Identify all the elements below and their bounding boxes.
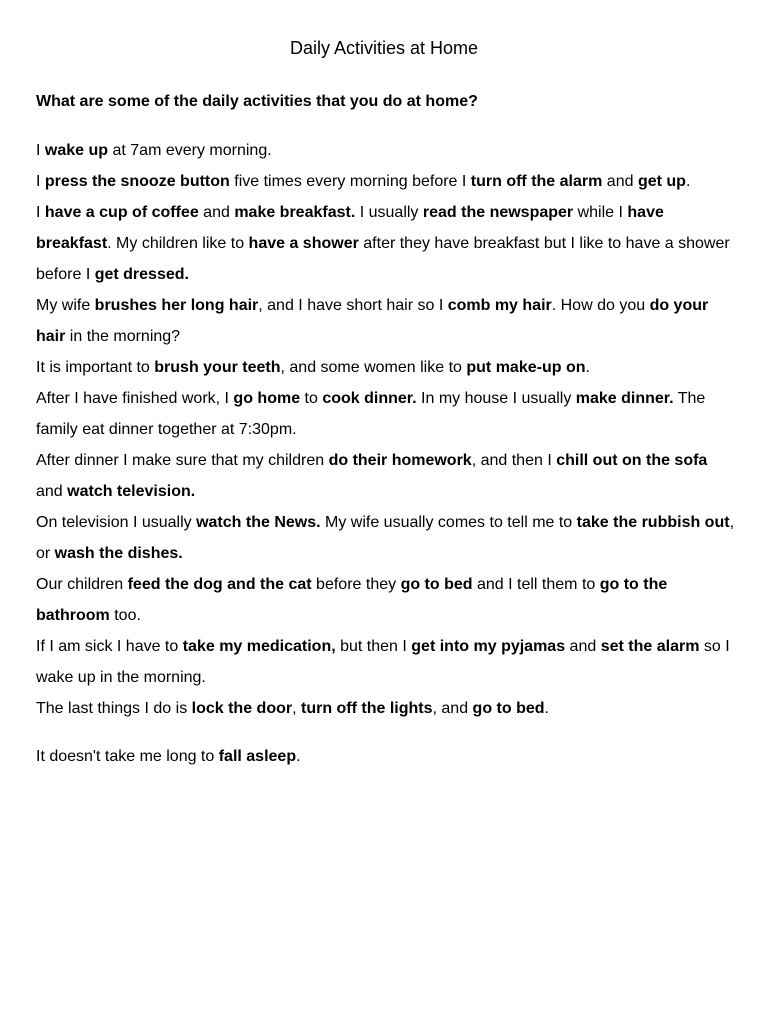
final-paragraph [36, 741, 736, 772]
text-run: while I [573, 204, 628, 221]
text-run: It doesn't take me long to [36, 748, 219, 765]
text-run: five times every morning before I [229, 173, 471, 190]
bold-phrase: cook dinner. [322, 390, 417, 407]
paragraph [36, 383, 736, 445]
bold-phrase: do your hair [36, 297, 709, 345]
bold-phrase: read the newspaper [422, 204, 574, 221]
text-run: In my house I usually [416, 390, 576, 407]
text-run: at 7am every morning. [108, 142, 272, 159]
bold-phrase: wash the dishes. [54, 545, 183, 562]
paragraph [36, 569, 736, 631]
text-run: After dinner I make sure that my children [36, 452, 329, 469]
text-run: The family eat dinner together at 7:30pm. [36, 390, 706, 438]
text-run: . How do you [551, 297, 650, 314]
paragraph [36, 135, 736, 166]
bold-phrase: fall asleep [218, 748, 297, 765]
text-run: The last things I do is [36, 700, 192, 717]
text-run: after they have breakfast but I like to have a shower before I [36, 235, 730, 283]
text-run: I [36, 173, 45, 190]
text-run: , [292, 700, 301, 717]
text-run: It is important to [36, 359, 155, 376]
text-run: and [198, 204, 235, 221]
bold-phrase: set the alarm [600, 638, 700, 655]
bold-phrase: get into my pyjamas [411, 638, 566, 655]
text-run: My wife [36, 297, 95, 314]
bold-phrase: go to the bathroom [36, 576, 668, 624]
bold-phrase: make dinner. [575, 390, 674, 407]
bold-phrase: do their homework [328, 452, 472, 469]
text-run: , and then I [471, 452, 557, 469]
text-run: , and some women like to [280, 359, 467, 376]
bold-phrase: have a shower [248, 235, 359, 252]
document-body [36, 135, 736, 772]
bold-phrase: lock the door [191, 700, 293, 717]
text-run: and [602, 173, 638, 190]
text-run: before they [311, 576, 401, 593]
text-run: . [296, 748, 301, 765]
bold-phrase: take the rubbish out [576, 514, 730, 531]
paragraph [36, 445, 736, 507]
bold-phrase: brush your teeth [154, 359, 281, 376]
text-run: After I have finished work, I [36, 390, 234, 407]
text-run: and I tell them to [472, 576, 600, 593]
paragraph [36, 290, 736, 352]
bold-phrase: have breakfast [36, 204, 664, 252]
text-run: , and I have short hair so I [258, 297, 448, 314]
bold-phrase: brushes her long hair [94, 297, 259, 314]
text-run: , or [36, 514, 735, 562]
bold-phrase: get dressed. [94, 266, 189, 283]
paragraph [36, 197, 736, 290]
paragraph-list [36, 135, 736, 724]
bold-phrase: make breakfast. [234, 204, 356, 221]
text-run: I [36, 142, 45, 159]
text-run: in the morning? [65, 328, 181, 345]
text-run: . [585, 359, 590, 376]
text-run: . [685, 173, 691, 190]
text-run: and [36, 483, 68, 500]
bold-phrase: chill out on the sofa [556, 452, 708, 469]
text-run: too. [109, 607, 141, 624]
bold-phrase: take my medication, [182, 638, 336, 655]
bold-phrase: press the snooze button [44, 173, 230, 190]
bold-phrase: wake up [44, 142, 109, 159]
paragraph [36, 166, 736, 197]
bold-phrase: watch the News. [196, 514, 321, 531]
bold-phrase: feed the dog and the cat [127, 576, 312, 593]
paragraph [36, 631, 736, 693]
bold-phrase: comb my hair [447, 297, 552, 314]
document-title: Daily Activities at Home [289, 38, 479, 58]
text-run: My wife usually comes to tell me to [320, 514, 577, 531]
text-run: and [565, 638, 601, 655]
text-run: but then I [335, 638, 412, 655]
paragraph [36, 352, 736, 383]
text-run: so I wake up in the morning. [36, 638, 730, 686]
bold-phrase: go home [233, 390, 301, 407]
paragraph [36, 507, 736, 569]
paragraph [36, 693, 736, 724]
text-run: If I am sick I have to [36, 638, 183, 655]
bold-phrase: put make-up on [466, 359, 586, 376]
bold-phrase: go to bed [472, 700, 545, 717]
bold-phrase: turn off the lights [300, 700, 433, 717]
text-run: . My children like to [107, 235, 249, 252]
text-run: , and [432, 700, 473, 717]
bold-phrase: have a cup of coffee [44, 204, 199, 221]
text-run: I usually [355, 204, 423, 221]
bold-phrase: go to bed [400, 576, 473, 593]
bold-phrase: watch television. [67, 483, 196, 500]
text-run: . [544, 700, 549, 717]
question-heading: What are some of the daily activities that you do at home? [36, 93, 478, 110]
bold-phrase: turn off the alarm [470, 173, 603, 190]
text-run: I [36, 204, 45, 221]
text-run: Our children [36, 576, 128, 593]
bold-phrase: get up [637, 173, 686, 190]
text-run: On television I usually [36, 514, 197, 531]
text-run: to [300, 390, 323, 407]
